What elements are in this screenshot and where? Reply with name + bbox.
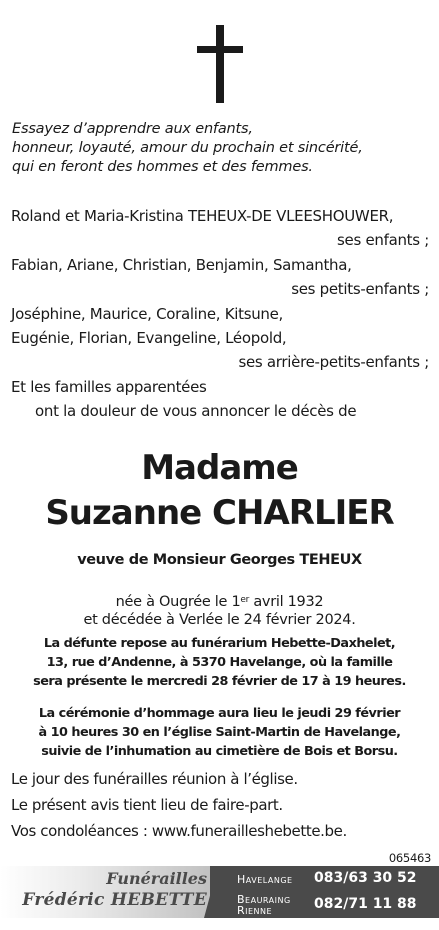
ceremony-line: La cérémonie d’hommage aura lieu le jeudi 29 février — [38, 706, 401, 721]
family-great-grandchildren: Joséphine, Maurice, Coraline, Kitsune, — [11, 304, 284, 323]
brand-line-1: Funérailles — [106, 869, 207, 888]
family-grandchildren: Fabian, Ariane, Christian, Benjamin, Samantha, — [11, 255, 352, 274]
cross-icon — [197, 25, 243, 103]
ceremony-info — [0, 704, 439, 761]
brand-line-2: Frédéric HEBETTE — [22, 890, 207, 910]
funerarium-line: sera présente le mercredi 28 février de 17 à 19 heures. — [33, 674, 406, 689]
ceremony-line: suivie de l’inhumation au cimetière de Bois et Borsu. — [41, 744, 398, 759]
phone-havelange[interactable]: 083/63 30 52 — [314, 870, 417, 886]
life-dates — [0, 593, 439, 629]
family-grandchildren-role: ses petits-enfants ; — [291, 280, 429, 299]
faire-part-note: Le présent avis tient lieu de faire-part. — [11, 796, 283, 814]
phone-beauraing-rienne[interactable]: 082/71 11 88 — [314, 896, 417, 912]
deceased-title: Madame — [141, 448, 298, 488]
condolences-link[interactable]: Vos condoléances : www.funerailleshebette.be. — [11, 822, 347, 840]
quote-line: qui en feront des hommes et des femmes. — [12, 159, 313, 175]
location-beauraing: Beauraing — [237, 893, 291, 906]
reference-number: 065463 — [388, 851, 431, 865]
location-rienne: Rienne — [237, 904, 273, 917]
death-line: et décédée à Verlée le 24 février 2024. — [83, 612, 356, 628]
family-children-role: ses enfants ; — [337, 231, 429, 250]
funerarium-line: La défunte repose au funérarium Hebette-Daxhelet, — [43, 636, 396, 651]
family-children: Roland et Maria-Kristina TEHEUX-DE VLEESHOUWER, — [11, 207, 394, 225]
funerarium-line: 13, rue d’Andenne, à 5370 Havelange, où la famille — [46, 655, 393, 670]
family-great-grandchildren-role: ses arrière-petits-enfants ; — [238, 353, 429, 372]
deceased-name: Suzanne CHARLIER — [45, 493, 394, 533]
family-relatives: Et les familles apparentées — [11, 377, 207, 396]
epitaph-quote — [12, 120, 432, 177]
cross-vertical-bar — [216, 25, 224, 103]
family-great-grandchildren: Eugénie, Florian, Evangeline, Léopold, — [11, 329, 287, 348]
announcement-line: ont la douleur de vous annoncer le décès de — [35, 402, 357, 421]
quote-line: Essayez d’apprendre aux enfants, — [12, 121, 253, 137]
widow-of: veuve de Monsieur Georges TEHEUX — [77, 552, 362, 568]
reunion-note: Le jour des funérailles réunion à l’église. — [11, 770, 298, 788]
funerarium-info — [0, 634, 439, 691]
quote-line: honneur, loyauté, amour du prochain et sincérité, — [12, 140, 363, 156]
location-havelange: Havelange — [237, 873, 293, 886]
family-list — [11, 204, 429, 424]
funeral-home-banner — [0, 866, 439, 930]
cross-horizontal-bar — [197, 46, 243, 53]
birth-line: née à Ougrée le 1er avril 1932 — [115, 594, 324, 610]
ceremony-line: à 10 heures 30 en l’église Saint-Martin de Havelange, — [38, 725, 401, 740]
